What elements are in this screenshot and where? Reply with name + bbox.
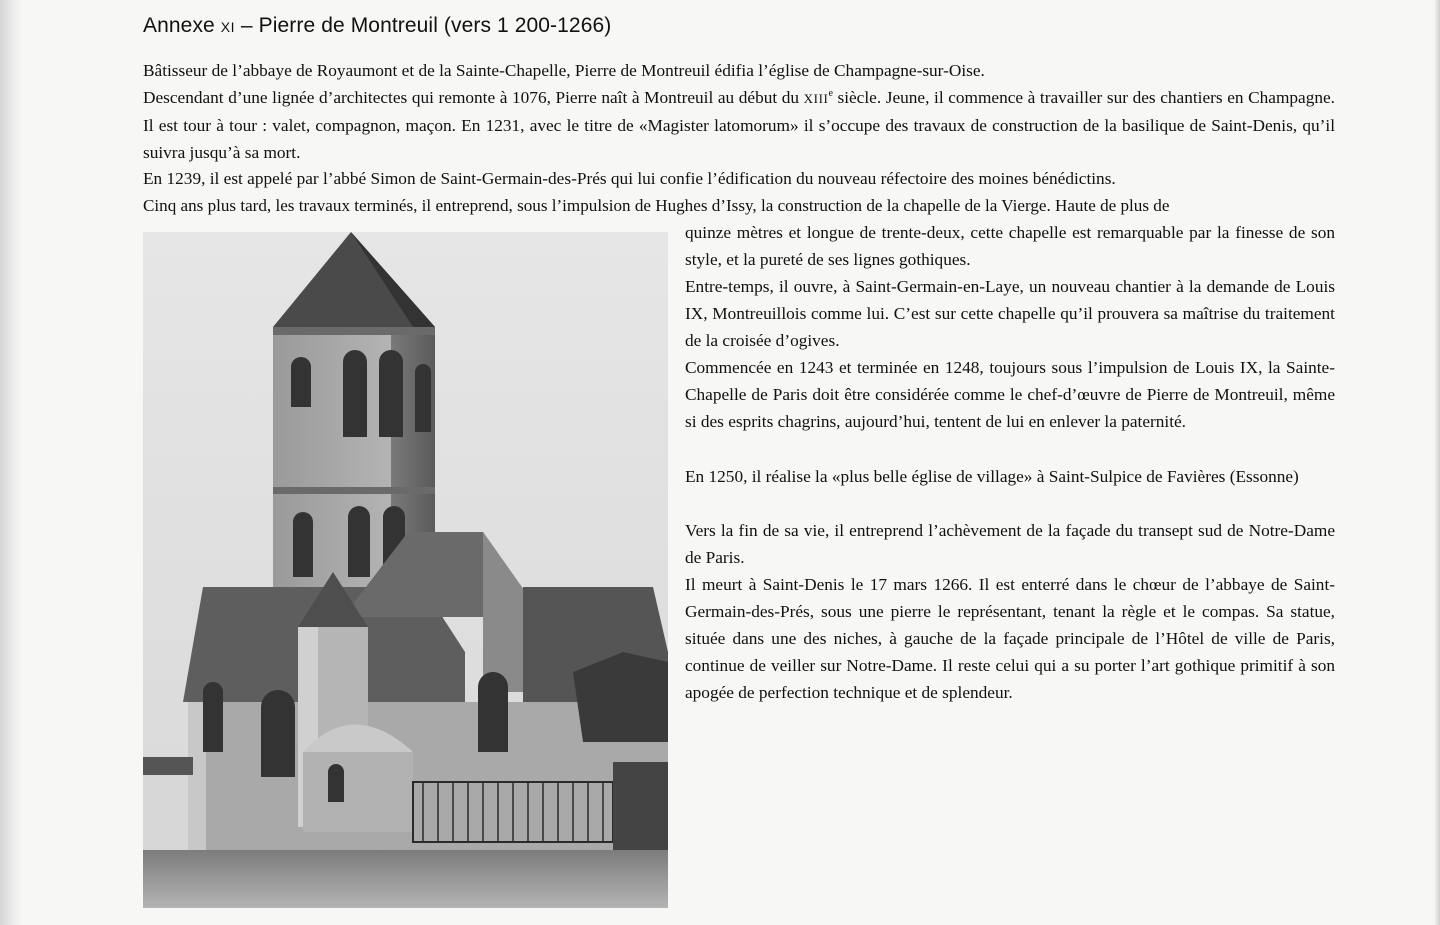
century-numeral: XIII bbox=[803, 91, 829, 106]
paragraph-death: Il meurt à Saint-Denis le 17 mars 1266. Il est enterré dans le chœur de l’abbaye de Saint-Germain-des-Prés, sous une pierre le représentant, tenant la règle et le compas. Sa statue, située dans une des niches, à gauche de la façade principale de l’Hôtel de ville de Paris, continue de veiller sur Notre-Dame. Il reste celui qui a su porter l’art gothique primitif à son apogée de perfection technique et de splendeur. bbox=[685, 575, 1335, 703]
paragraph-notre-dame: Vers la fin de sa vie, il entreprend l’achèvement de la façade du transept sud de Notre-Dame de Paris. bbox=[685, 521, 1335, 568]
title-rest: – Pierre de Montreuil (vers 1 200-1266) bbox=[235, 14, 612, 37]
book-spine-shadow bbox=[0, 0, 22, 925]
church-illustration bbox=[143, 232, 668, 908]
lineage-text-b: siècle. Jeune, il commence à travailler sur des chantiers en Champagne. Il est tour à tour : valet, compagnon, maçon. En 1231, avec le titre de «Magister latomorum» il s’occupe des travaux de construction de la basilique de Saint-Denis, qu’il suivra jusqu’à sa mort. bbox=[143, 88, 1335, 163]
page-edge-shadow bbox=[1434, 0, 1440, 925]
paragraph-1239: En 1239, il est appelé par l’abbé Simon de Saint-Germain-des-Prés qui lui confie l’édification du nouveau réfectoire des moines bénédictins. bbox=[143, 169, 1116, 188]
show-through-texture bbox=[1000, 700, 1360, 920]
lineage-text-a: Descendant d’une lignée d’architectes qui remonte à 1076, Pierre naît à Montreuil au début du bbox=[143, 88, 804, 107]
page-title bbox=[143, 14, 611, 38]
title-roman-numeral: XI bbox=[220, 19, 235, 35]
paragraph-saint-germain-en-laye: Entre-temps, il ouvre, à Saint-Germain-en-Laye, un nouveau chantier à la demande de Louis IX, Montreuillois comme lui. C’est sur cette chapelle qu’il prouvera sa maîtrise du traitement de la croisée d’ogives. bbox=[685, 277, 1335, 351]
title-prefix: Annexe bbox=[143, 14, 221, 37]
paragraph-saint-sulpice: En 1250, il réalise la «plus belle église de village» à Saint-Sulpice de Favières (Essonne) bbox=[685, 467, 1299, 486]
church-photo bbox=[143, 232, 668, 908]
paragraph-chapelle-line1: Cinq ans plus tard, les travaux terminés, il entreprend, sous l’impulsion de Hughes d’Issy, la construction de la chapelle de la Vierge. Haute de plus de bbox=[143, 196, 1170, 215]
paragraph-chapelle-rest: quinze mètres et longue de trente-deux, cette chapelle est remarquable par la finesse de son style, et la pureté de ses lignes gothiques. bbox=[685, 223, 1335, 270]
century-suffix: e bbox=[828, 88, 833, 100]
paragraph-sainte-chapelle: Commencée en 1243 et terminée en 1248, toujours sous l’impulsion de Louis IX, la Sainte-Chapelle de Paris doit être considérée comme le chef-d’œuvre de Pierre de Montreuil, même si des esprits chagrins, aujourd’hui, tentent de lui en enlever la paternité. bbox=[685, 358, 1335, 432]
paragraph-intro: Bâtisseur de l’abbaye de Royaumont et de la Sainte-Chapelle, Pierre de Montreuil édifia l’église de Champagne-sur-Oise. bbox=[143, 61, 985, 80]
paragraph-lineage bbox=[143, 84, 1335, 166]
